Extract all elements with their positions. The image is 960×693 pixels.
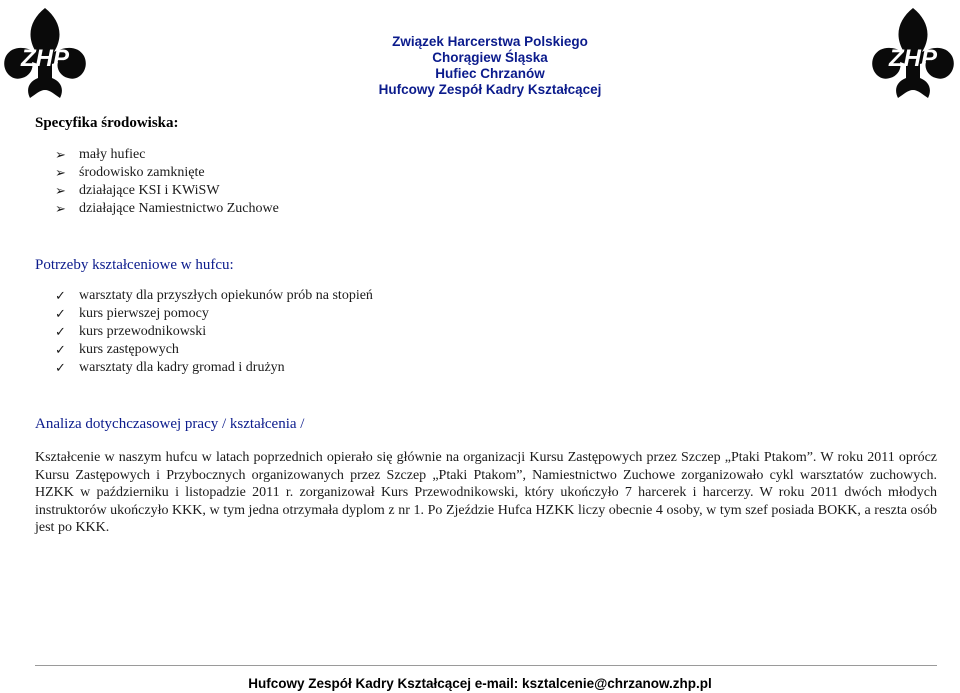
arrow-bullet-icon: ➢ bbox=[55, 147, 66, 162]
document-body bbox=[35, 114, 937, 537]
check-mark-icon: ✓ bbox=[55, 342, 66, 357]
section-title-analiza: Analiza dotychczasowej pracy / kształcenia / bbox=[35, 416, 305, 432]
footer-divider bbox=[35, 665, 937, 666]
check-mark-icon: ✓ bbox=[55, 324, 66, 339]
zhp-lily-icon bbox=[870, 6, 956, 102]
list-item: ➢ środowisko zamknięte bbox=[55, 165, 205, 180]
list-item: ✓ warsztaty dla kadry gromad i drużyn bbox=[55, 360, 285, 375]
analiza-paragraph: Kształcenie w naszym hufcu w latach poprzednich opierało się głównie na organizacji Kursu Zastępowych przez Szczep „Ptaki Ptakom”. W roku 2011 oprócz Kursu Zastępowych i Przybocznych organizowanych przez Szczep „Ptaki Ptakom”, Namiestnictwo Zuchowe zorganizowało cykl warsztatów zuchowych. HZKK w październiku i listopadzie 2011 r. zorganizował Kurs Przewodnikowski, który ukończyło 7 harcerek i harcerzy. W roku 2011 dwóch młodych instruktorów ukończyło KKK, w tym jedna otrzymała dyplom z nr 1. Po Zjeździe Hufca HZKK liczy obecnie 4 osoby, w tym szef posiada BOKK, a reszta osób jest po KKK. bbox=[35, 450, 937, 535]
header-line-1: Związek Harcerstwa Polskiego bbox=[392, 34, 588, 49]
arrow-bullet-icon: ➢ bbox=[55, 183, 66, 198]
list-item: ✓ kurs przewodnikowski bbox=[55, 324, 207, 339]
list-item: ✓ kurs zastępowych bbox=[55, 342, 179, 357]
header-line-4: Hufcowy Zespół Kadry Kształcącej bbox=[378, 82, 602, 97]
potrzeby-list bbox=[35, 287, 937, 377]
svg-text:ZHP: ZHP bbox=[21, 45, 69, 72]
header-line-2: Chorągiew Śląska bbox=[432, 50, 548, 65]
check-mark-icon: ✓ bbox=[55, 306, 66, 321]
zhp-logo-right bbox=[870, 6, 956, 102]
check-mark-icon: ✓ bbox=[55, 360, 66, 375]
header-line-3: Hufiec Chrzanów bbox=[435, 66, 545, 81]
arrow-bullet-icon: ➢ bbox=[55, 201, 66, 216]
check-mark-icon: ✓ bbox=[55, 288, 66, 303]
list-item: ➢ działające KSI i KWiSW bbox=[55, 183, 220, 198]
list-item: ➢ mały hufiec bbox=[55, 147, 146, 162]
list-item: ➢ działające Namiestnictwo Zuchowe bbox=[55, 201, 279, 216]
section-title-potrzeby: Potrzeby kształceniowe w hufcu: bbox=[35, 257, 234, 273]
zhp-lily-icon bbox=[2, 6, 88, 102]
list-item: ✓ kurs pierwszej pomocy bbox=[55, 306, 209, 321]
arrow-bullet-icon: ➢ bbox=[55, 165, 66, 180]
svg-text:ZHP: ZHP bbox=[889, 45, 937, 72]
zhp-logo-left bbox=[2, 6, 88, 102]
footer-contact: Hufcowy Zespół Kadry Kształcącej e-mail: ksztalcenie@chrzanow.zhp.pl bbox=[248, 676, 712, 691]
section-title-specyfika: Specyfika środowiska: bbox=[35, 115, 179, 131]
specyfika-list bbox=[35, 146, 937, 218]
list-item: ✓ warsztaty dla przyszłych opiekunów prób na stopień bbox=[55, 288, 373, 303]
organization-header bbox=[300, 34, 680, 98]
